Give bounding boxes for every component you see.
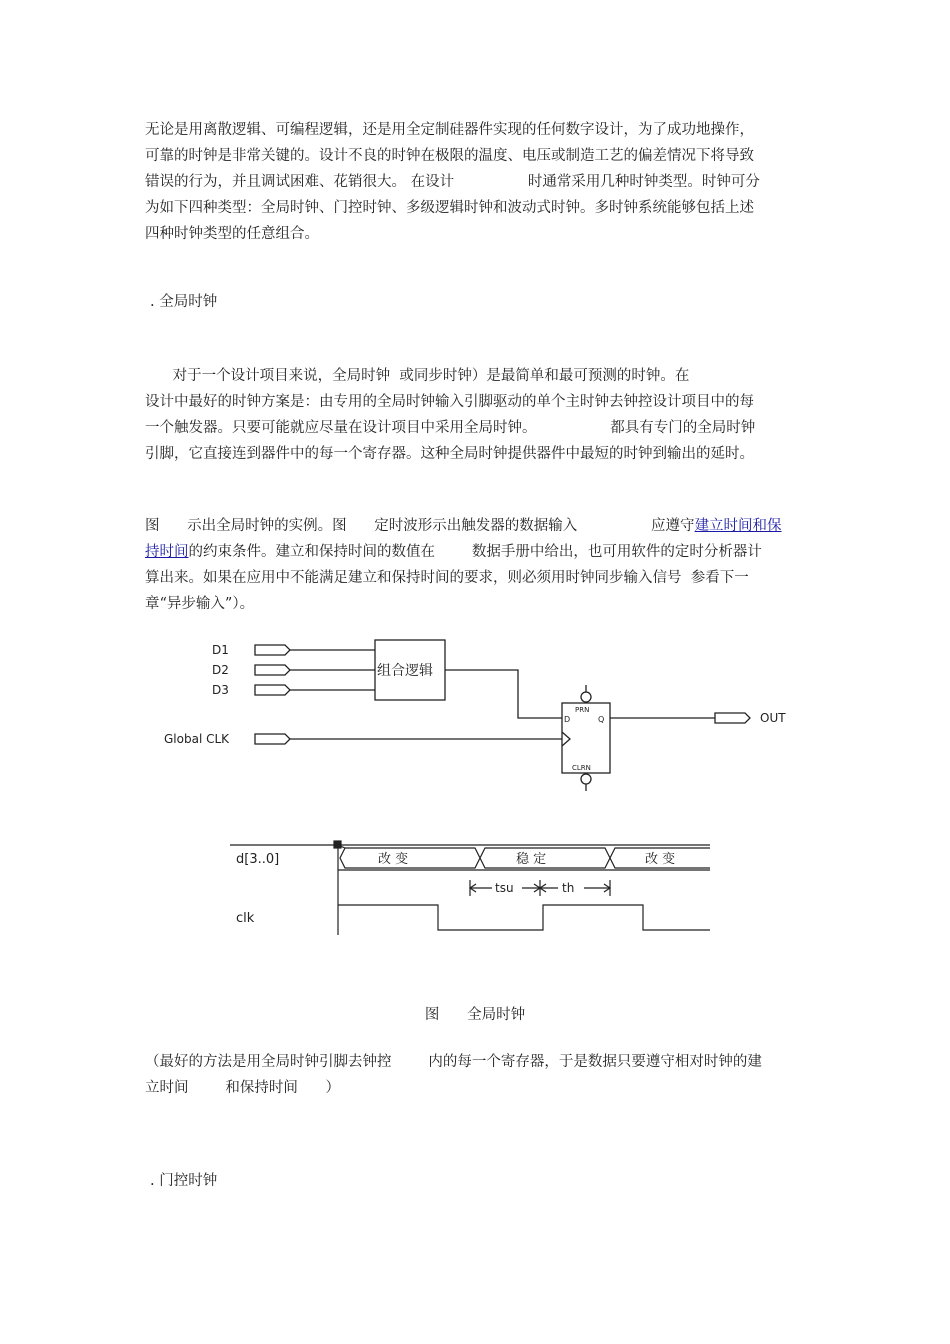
para3-line-2	[145, 540, 762, 561]
intro-line-5: 四种时钟类型的任意组合。	[145, 226, 319, 242]
d1-input-pin	[255, 645, 290, 655]
th-label: th	[562, 881, 575, 895]
segment-stable: 稳 定	[516, 852, 547, 867]
clk-waveform	[338, 905, 710, 930]
para3-line-1	[145, 514, 782, 535]
para4-line-2: 立时间 和保持时间 ）	[145, 1080, 341, 1096]
d3-label: D3	[212, 683, 229, 697]
d2-input-pin	[255, 665, 290, 675]
segment-change-1: 改 变	[378, 852, 409, 867]
d-signal-label: d[3..0]	[236, 852, 280, 867]
intro-line-2: 可靠的时钟是非常关键的。设计不良的时钟在极限的温度、电压或制造工艺的偏差情况下将导致	[145, 148, 754, 164]
ff-prn-label: PRN	[575, 706, 590, 714]
segment-change-2: 改 变	[645, 852, 676, 867]
para2-line-3: 一个触发器。只要可能就应尽量在设计项目中采用全局时钟。 都具有专门的全局时钟	[145, 420, 756, 436]
para2-line-4: 引脚，它直接连到器件中的每一个寄存器。这种全局时钟提供器件中最短的时钟到输出的延时。	[145, 446, 754, 462]
para3-line-2-text: 的约束条件。建立和保持时间的数值在 数据手册中给出，也可用软件的定时分析器计	[188, 544, 762, 560]
setup-hold-link[interactable]: 建立时间和保	[694, 518, 782, 534]
para3-line-3: 算出来。如果在应用中不能满足建立和保持时间的要求，则必须用时钟同步输入信号 参看下一	[145, 570, 749, 586]
para2-line-1: 对于一个设计项目来说，全局时钟 或同步时钟）是最简单和最可预测的时钟。在	[145, 368, 690, 384]
out-label: OUT	[760, 711, 786, 725]
clock-input-pin	[255, 734, 290, 744]
d1-label: D1	[212, 643, 229, 657]
d2-label: D2	[212, 663, 229, 677]
para4-line-1: （最好的方法是用全局时钟引脚去钟控 内的每一个寄存器，于是数据只要遵守相对时钟的建	[145, 1054, 762, 1070]
ff-clrn-label: CLRN	[572, 764, 591, 772]
section-heading-gated-clock: . 门控时钟	[150, 1173, 218, 1189]
section-heading-global-clock: . 全局时钟	[150, 294, 218, 310]
intro-line-1: 无论是用离散逻辑、可编程逻辑，还是用全定制硅器件实现的任何数字设计，为了成功地操作，	[145, 122, 754, 138]
global-clock-circuit-diagram	[0, 630, 950, 810]
setup-hold-link-cont[interactable]: 持时间	[145, 544, 189, 560]
para2-line-2: 设计中最好的时钟方案是：由专用的全局时钟输入引脚驱动的单个主时钟去钟控设计项目中的每	[145, 394, 754, 410]
timing-diagram	[0, 830, 950, 940]
logic-block-label: 组合逻辑	[377, 663, 433, 679]
intro-line-3: 错误的行为，并且调试困难、花销很大。 在设计 时通常采用几种时钟类型。时钟可分	[145, 174, 760, 190]
para3-line-4: 章“异步输入”）。	[145, 596, 255, 612]
clk-signal-label: clk	[236, 911, 255, 926]
tsu-label: tsu	[495, 881, 514, 895]
d3-input-pin	[255, 685, 290, 695]
global-clk-label: Global CLK	[164, 732, 230, 746]
ff-d-label: D	[564, 715, 571, 724]
out-output-pin	[715, 713, 750, 723]
intro-line-4: 为如下四种类型：全局时钟、门控时钟、多级逻辑时钟和波动式时钟。多时钟系统能够包括上述	[145, 200, 754, 216]
figure-caption: 图 全局时钟	[424, 1007, 526, 1023]
ff-q-label: Q	[598, 715, 605, 724]
para3-line-1-text: 图 示出全局时钟的实例。图 定时波形示出触发器的数据输入 应遵守	[145, 518, 695, 534]
